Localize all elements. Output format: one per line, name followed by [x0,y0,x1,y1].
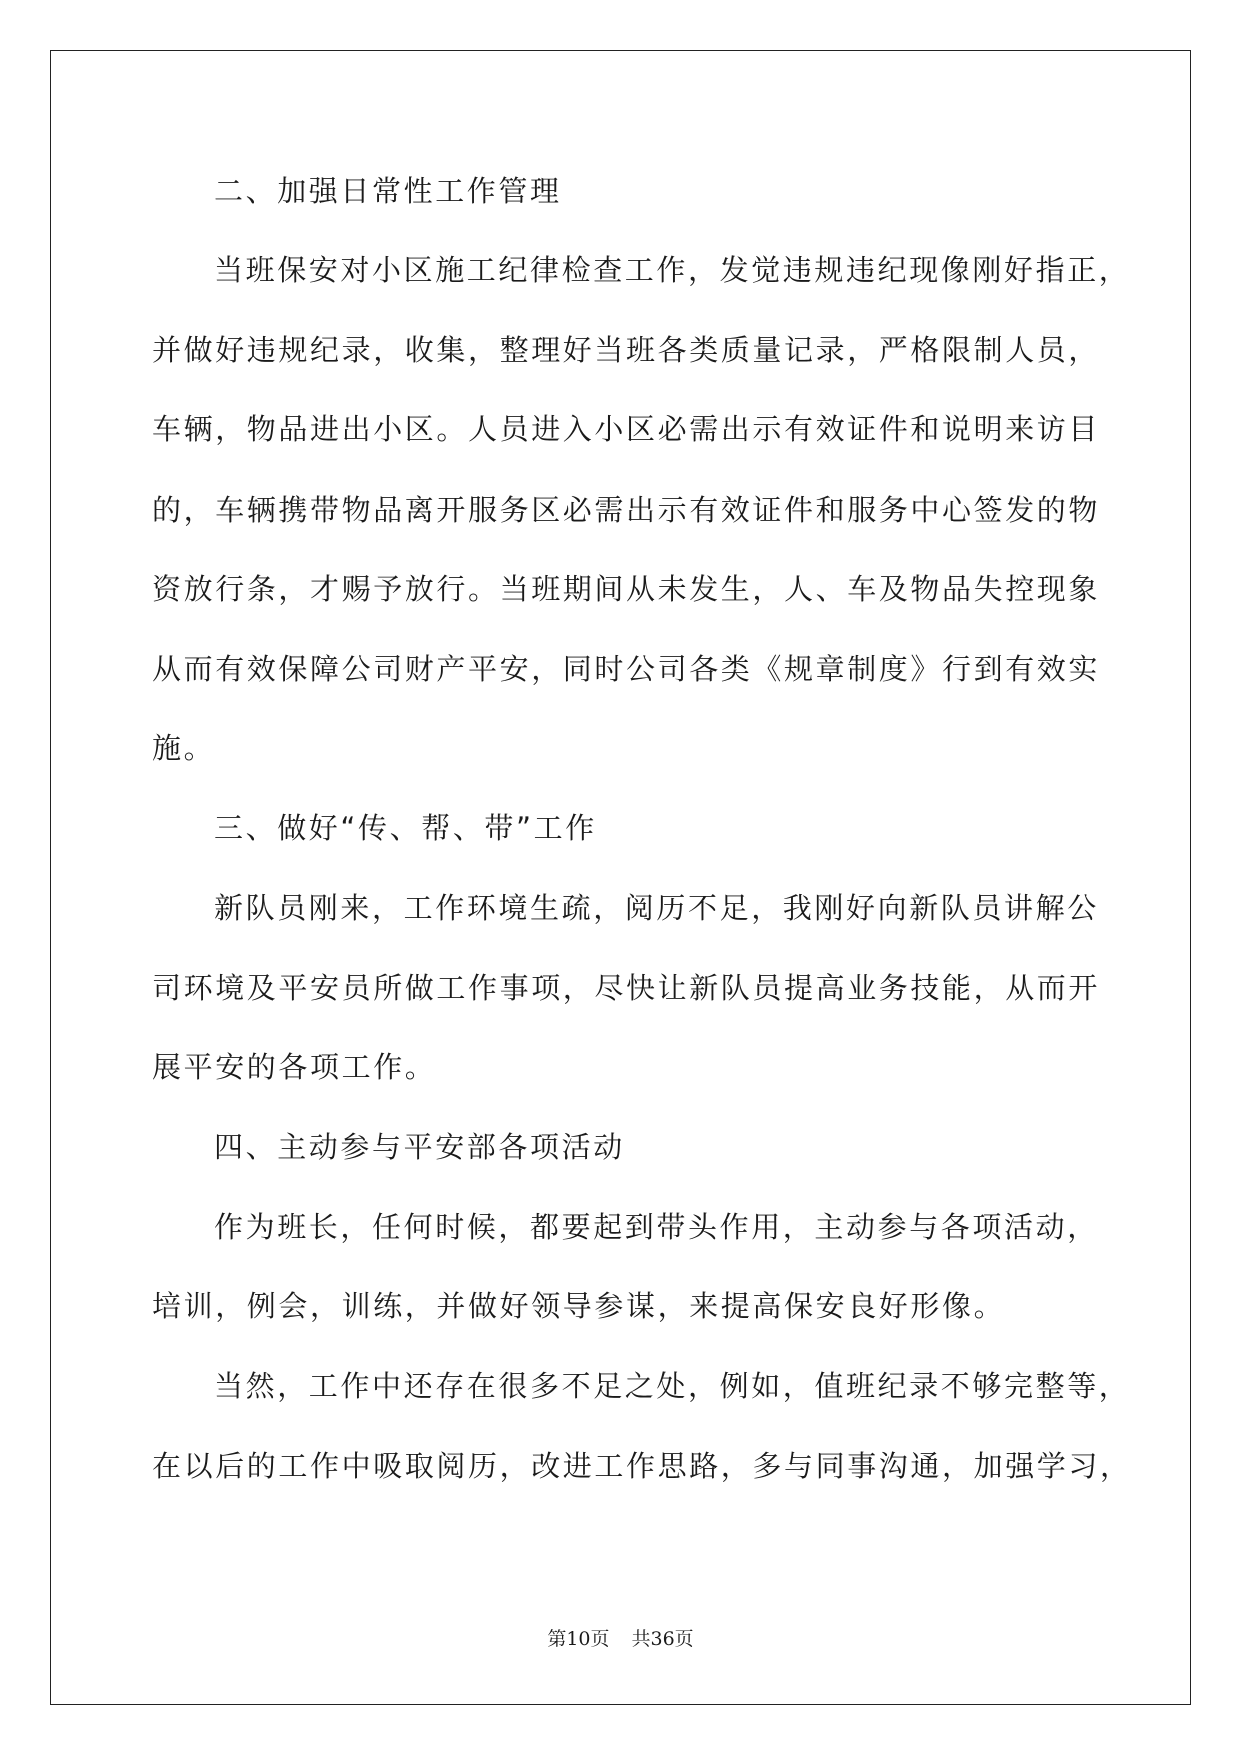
paragraph-line: 车辆，物品进出小区。人员进入小区必需出示有效证件和说明来访目 [152,412,1101,446]
paragraph-line: 培训，例会，训练，并做好领导参谋，来提高保安良好形像。 [152,1289,1006,1323]
paragraph-line: 当然，工作中还存在很多不足之处，例如，值班纪录不够完整等， [214,1369,1131,1403]
heading-3: 三、做好“传、帮、带”工作 [214,811,597,845]
paragraph-line: 从而有效保障公司财产平安，同时公司各类《规章制度》行到有效实 [152,652,1101,686]
paragraph-line: 的，车辆携带物品离开服务区必需出示有效证件和服务中心签发的物 [152,493,1101,527]
paragraph-line: 作为班长，任何时候，都要起到带头作用，主动参与各项活动， [214,1210,1099,1244]
page-number-current: 第10页 [547,1628,610,1650]
page-footer [0,1624,1241,1651]
paragraph-line: 展平安的各项工作。 [152,1050,437,1084]
heading-4: 四、主动参与平安部各项活动 [214,1130,625,1164]
paragraph-line: 施。 [152,731,216,765]
paragraph-line: 新队员刚来，工作环境生疏，阅历不足，我刚好向新队员讲解公 [214,891,1099,925]
paragraph-line: 司环境及平安员所做工作事项，尽快让新队员提高业务技能，从而开 [152,971,1101,1005]
heading-2: 二、加强日常性工作管理 [214,174,562,208]
page-number-total: 共36页 [631,1628,694,1650]
paragraph-line: 并做好违规纪录，收集，整理好当班各类质量记录，严格限制人员， [152,333,1101,367]
paragraph-line: 当班保安对小区施工纪律检查工作，发觉违规违纪现像刚好指正， [214,253,1131,287]
paragraph-line: 在以后的工作中吸取阅历，改进工作思路，多与同事沟通，加强学习， [152,1449,1132,1483]
paragraph-line: 资放行条，才赐予放行。当班期间从未发生，人、车及物品失控现象 [152,572,1101,606]
